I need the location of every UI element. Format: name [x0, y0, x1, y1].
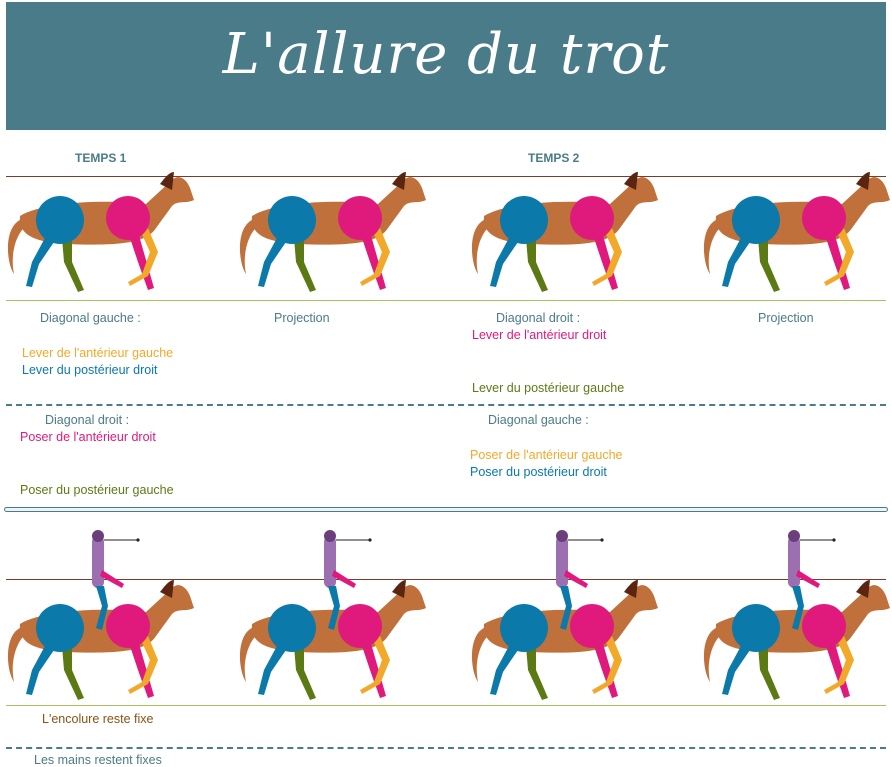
lever-anterieur-droit: Lever de l'antérieur droit [472, 328, 607, 342]
horse-diagram-2 [238, 166, 438, 306]
lever-anterieur-gauche: Lever de l'antérieur gauche [22, 346, 174, 360]
lever-posterieur-gauche: Lever du postérieur gauche [472, 381, 625, 395]
rider-horse-diagram-1 [6, 530, 206, 710]
rider-horse-diagram-3 [470, 530, 670, 710]
phase-label-1: Diagonal gauche : [40, 311, 141, 325]
diagonal-droit-label: Diagonal droit : [45, 413, 130, 427]
phase-label-4: Projection [758, 311, 814, 325]
title-banner [6, 2, 886, 130]
rider-horse-diagram-2 [238, 530, 438, 710]
dashed-separator-2 [6, 747, 886, 749]
dashed-separator-1 [6, 404, 886, 406]
temps1-header: TEMPS 1 [75, 151, 127, 165]
lever-posterieur-droit: Lever du postérieur droit [22, 363, 158, 377]
phase-label-3: Diagonal droit : [496, 311, 581, 325]
note-mains: Les mains restent fixes [34, 753, 162, 767]
diagonal-gauche-label: Diagonal gauche : [488, 413, 589, 427]
poser-anterieur-droit: Poser de l'antérieur droit [20, 430, 156, 444]
poser-anterieur-gauche: Poser de l'antérieur gauche [470, 448, 623, 462]
phase-label-2: Projection [274, 311, 330, 325]
horse-diagram-4 [702, 166, 892, 306]
section-separator [4, 507, 888, 512]
horse-diagram-1 [6, 166, 206, 306]
rider-horse-diagram-4 [702, 530, 892, 710]
page-title: L'allure du trot [222, 22, 670, 87]
temps2-header: TEMPS 2 [528, 151, 580, 165]
poser-posterieur-gauche: Poser du postérieur gauche [20, 483, 174, 497]
poser-posterieur-droit: Poser du postérieur droit [470, 465, 607, 479]
note-encolure: L'encolure reste fixe [42, 712, 154, 726]
horse-diagram-3 [470, 166, 670, 306]
